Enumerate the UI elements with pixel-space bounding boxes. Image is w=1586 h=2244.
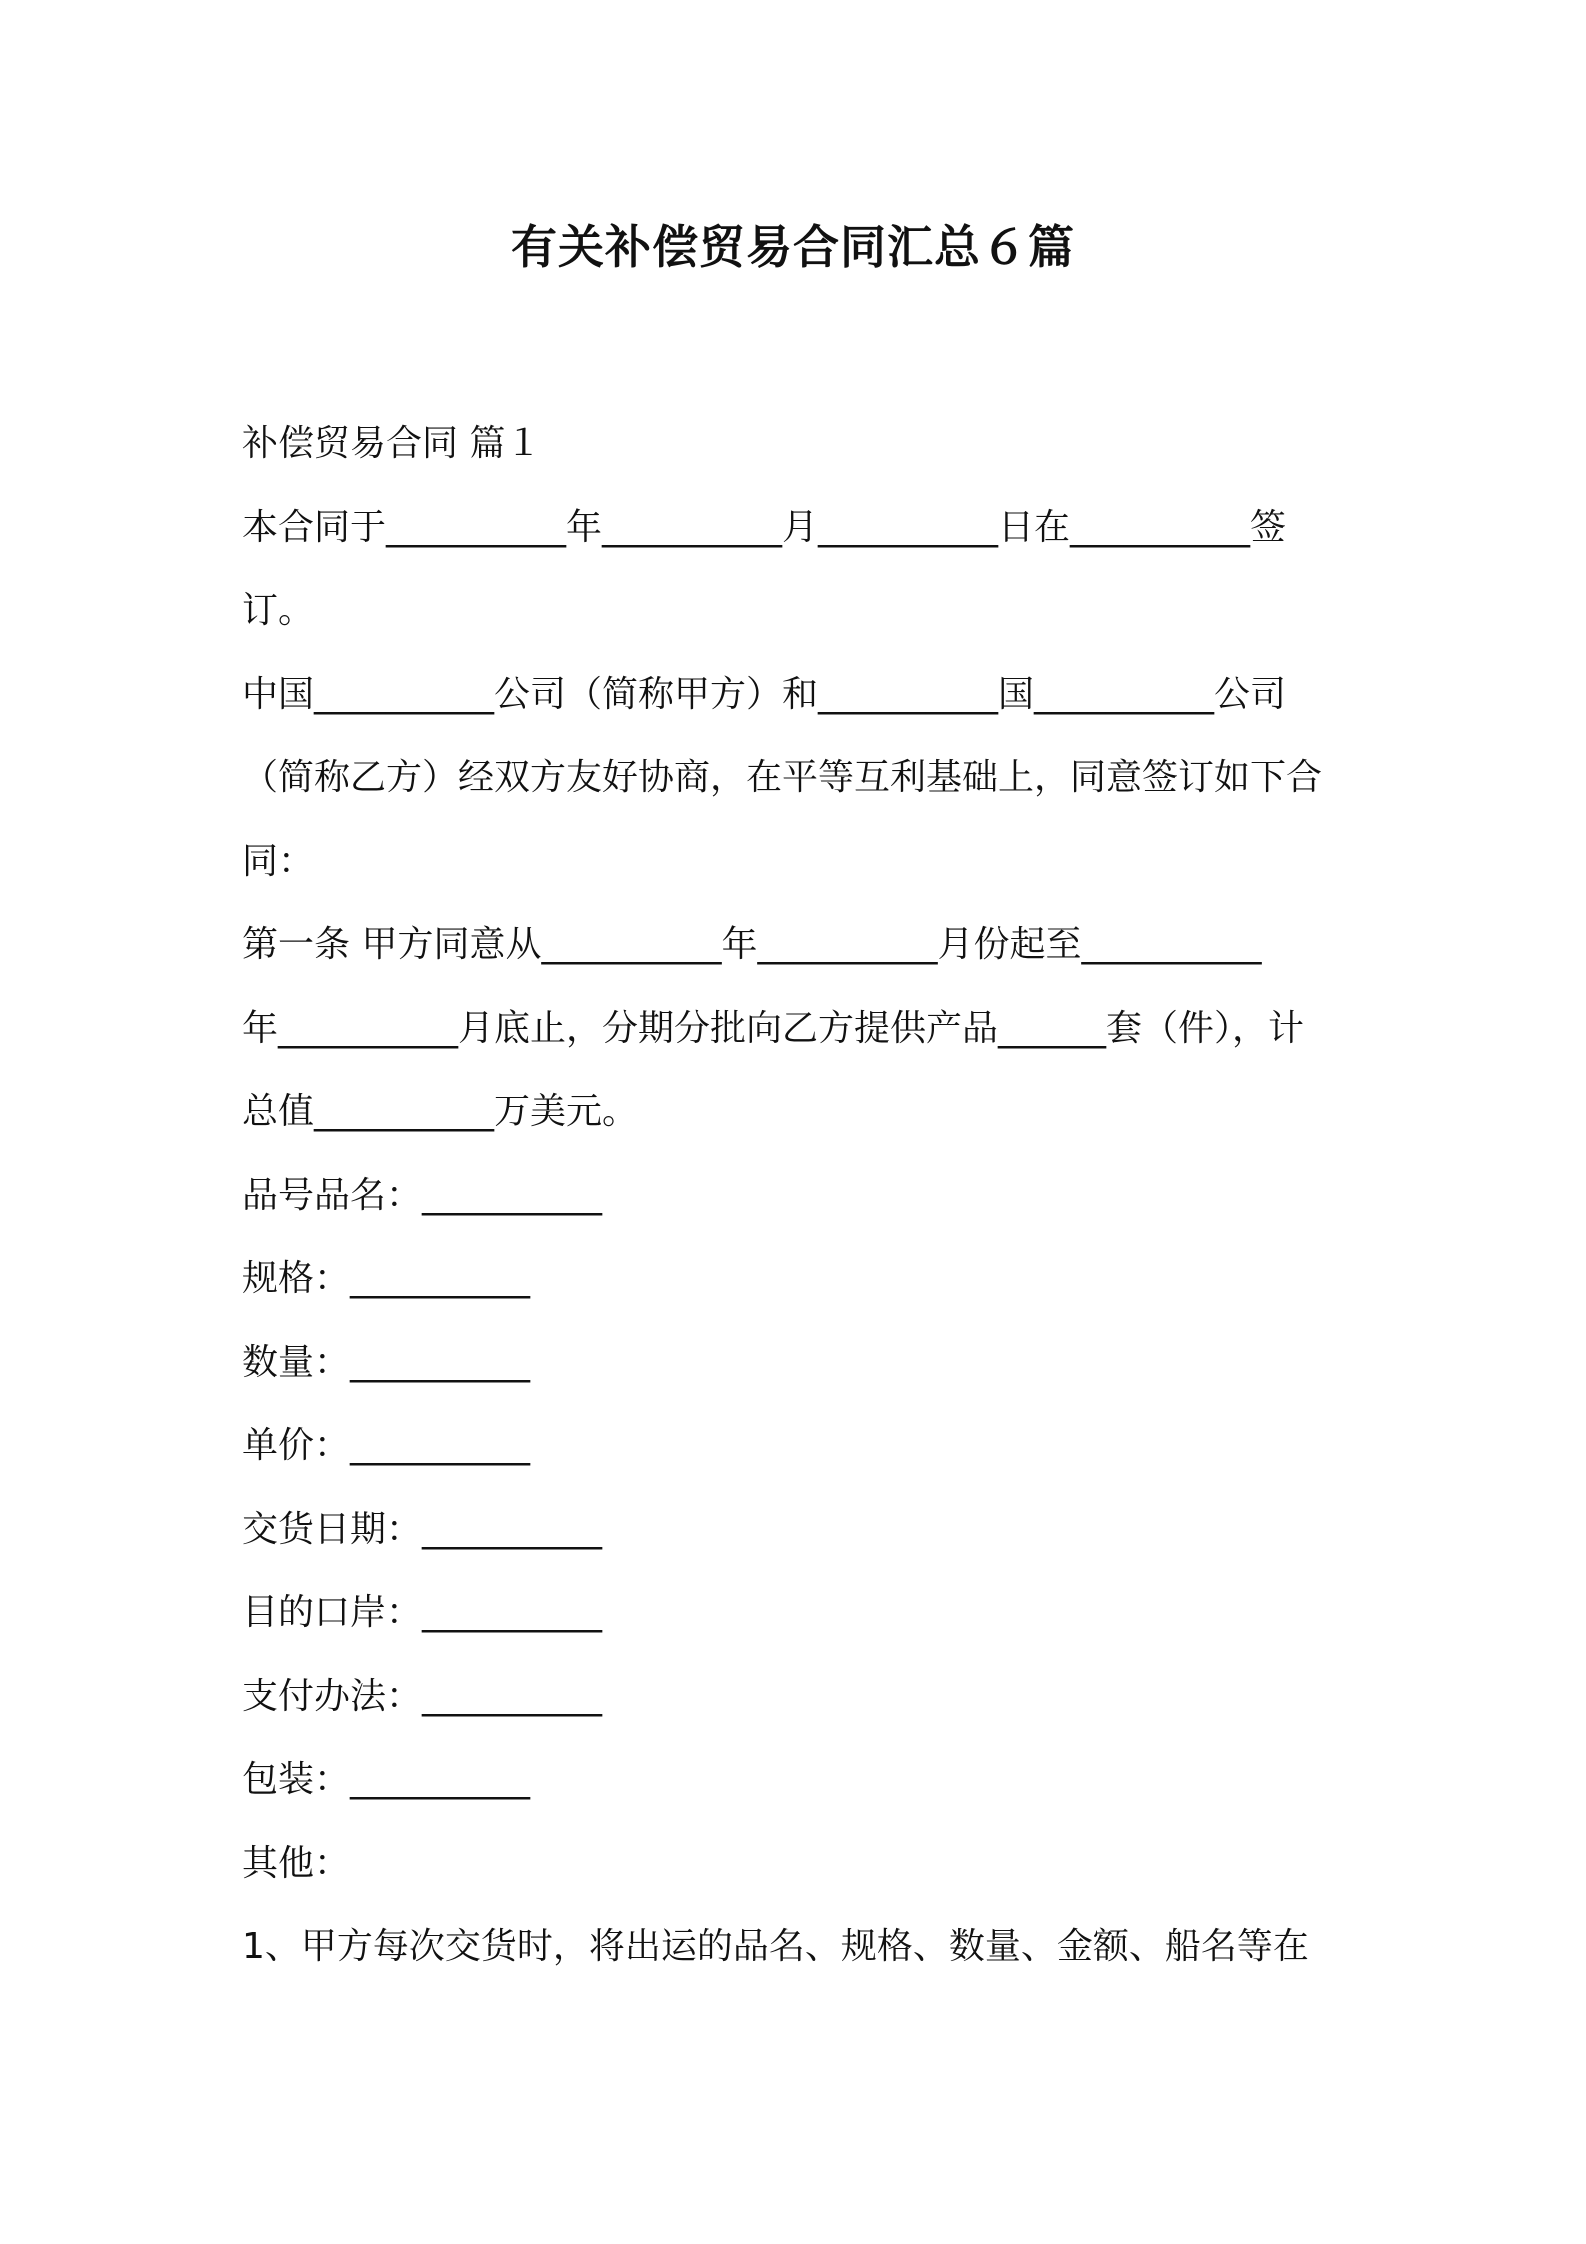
document-title: 有关补偿贸易合同汇总６篇 xyxy=(511,220,1075,274)
field-line: 目的口岸：__________ xyxy=(242,1592,603,1633)
paragraph-line: 第一条 甲方同意从__________年__________月份起至__________ xyxy=(242,924,1262,965)
paragraph-line: 年__________月底止，分期分批向乙方提供产品______套（件），计 xyxy=(242,1007,1305,1049)
paragraph-line: 1、甲方每次交货时，将出运的品名、规格、数量、金额、船名等在 xyxy=(242,1926,1309,1967)
field-line: 交货日期：__________ xyxy=(242,1508,603,1550)
paragraph-line: 订。 xyxy=(242,590,315,631)
paragraph-line: 同： xyxy=(242,840,315,882)
field-line: 规格：__________ xyxy=(242,1258,531,1299)
field-line: 其他： xyxy=(242,1842,351,1884)
paragraph-line: 中国__________公司（简称甲方）和__________国__________公司 xyxy=(242,673,1287,715)
field-line: 单价：__________ xyxy=(242,1425,531,1466)
paragraph-line: （简称乙方）经双方友好协商，在平等互利基础上，同意签订如下合 xyxy=(242,757,1323,798)
field-line: 支付办法：__________ xyxy=(242,1675,603,1717)
document-body xyxy=(242,402,1357,1989)
paragraph-line: 总值__________万美元。 xyxy=(242,1091,639,1132)
paragraph-line: 本合同于__________年__________月__________日在__________签 xyxy=(242,506,1287,548)
section-heading: 补偿贸易合同 篇１ xyxy=(242,423,542,464)
field-line: 包装：__________ xyxy=(242,1759,531,1800)
field-line: 品号品名：__________ xyxy=(242,1174,603,1216)
field-line: 数量：__________ xyxy=(242,1341,531,1383)
